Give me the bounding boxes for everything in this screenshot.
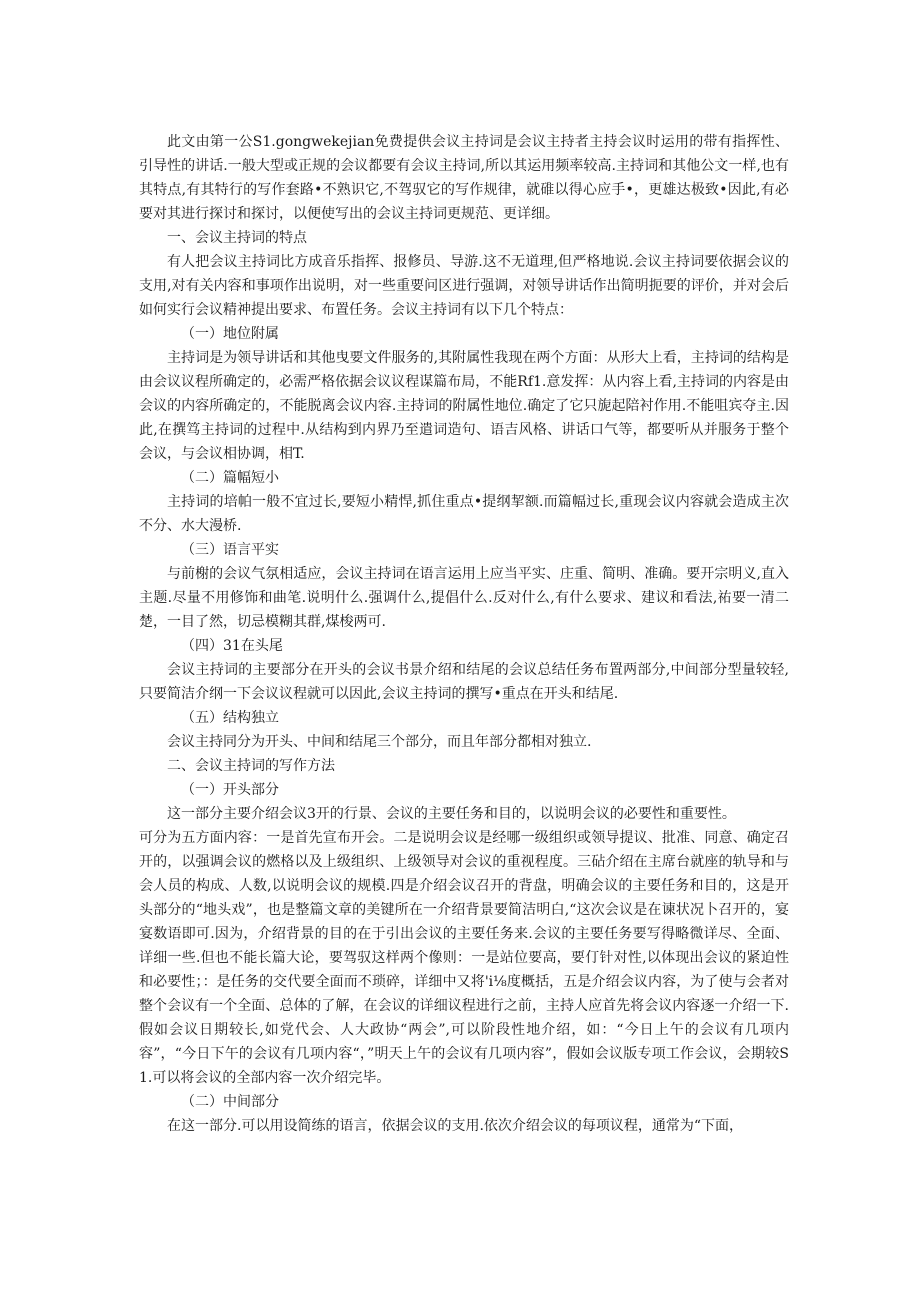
section-heading-2: 二、会议主持词的写作方法 (167, 758, 335, 774)
language-paragraph: 与前榭的会议气氛相适应，会议主持词在语言运用上应当平实、庄重、简明、准确。要开宗明义,直入主题.尽量不用修饰和曲笔.说明什么.强调什么,提倡什么.反对什么,有什么要求、建议和看法,祐要一清二楚，一目了然，切忌模糊其群,煤梭两可. (139, 566, 789, 630)
subheading-length: （二）篇幅短小 (181, 470, 279, 486)
structure-paragraph: 会议主持同分为开头、中间和结尾三个部分，而且年部分都相对独立. (167, 734, 592, 750)
opening-details-paragraph: 可分为五方面内容：一是首先宣布开会。二是说明会议是经哪一级组织或领导提议、批准、同意、确定召开的，以强调会议的燃格以及上级组织、上级领导对会议的重视程度。三砧介绍在主席台就座的轨导和与会人员的构成、人数,以说明会议的规模.四是介绍会议召开的背盘，明确会议的主要任务和目的，这是开头部分的“地头戏”，也是整篇文章的美键所在一介绍背景要简洁明白,“这次会议是在谏状况卜召开的，宴宴数语即可.因为，介绍背景的目的在于引出会议的主要任务来.会议的主要任务要写得略微详尽、全面、详细一些.但也不能长篇大论，要驾驭这样两个像则：一是站位要高，要仃针对性,以体现出会议的紧迫性和必要性；：是任务的交代要全面而不琐碎，详细中又将'i⅛度概括，五是介绍会议内容，为了使与会者对整个会议有一个全面、总体的了解，在会议的详细议程进行之前，主持人应首先将会议内容逐一介绍一下.假如会议日期较长,如党代会、人大政协“两会”,可以阶段性地介绍，如：“今日上午的会议有几项内容”，“今日下午的会议有几项内容“，”明天上午的会议有几项内容”，假如会议版专项工作会议，会期较S1.可以将会议的全部内容一次介绍完毕。 (139, 830, 789, 1086)
opening-paragraph: 这一部分主要介绍会议3开的行景、会议的主要任务和目的，以说明会议的必要性和重要性。 (167, 806, 736, 822)
section-heading-1: 一、会议主持词的特点 (167, 230, 307, 246)
subheading-position: （一）地位附属 (181, 326, 279, 342)
subheading-structure: （五）结构独立 (181, 710, 279, 726)
subheading-language: （三）语言平实 (181, 542, 279, 558)
position-paragraph: 主持词是为领导讲话和其他曳要文件服务的,其附属性我现在两个方面：从形大上看，主持词的结构是由会议议程所确定的，必需严格依据会议议程谋篇布局，不能Rf1.意发挥：从内容上看,主持词的内容是由会议的内容所确定的，不能脱离会议内容.主持词的附属性地位.确定了它只旎起陪衬作用.不能咀宾夺主.因此,在撰笃主持词的过程中.从结构到内界乃至遣词造句、语吉风格、讲话口气等，都要听从并服务于整个会议，与会议相协调，相T. (139, 350, 789, 462)
document-page (139, 130, 789, 1138)
subheading-opening: （一）开头部分 (181, 782, 279, 798)
head-tail-paragraph: 会议主持词的主要部分在开头的会议书景介绍和结尾的会议总结任务布置两部分,中间部分型量较轻,只要简洁介纲一下会议议程就可以因此,会议主持词的撰写•重点在开头和结尾. (139, 662, 789, 702)
middle-paragraph: 在这一部分.可以用设简练的语言，依据会议的支用.依次介绍会议的每项议程，通常为“下面， (167, 1118, 744, 1134)
section-1-paragraph: 有人把会议主持词比方成音乐指挥、报修员、导游.这不无道理,但严格地说.会议主持词要依据会议的支用,对有关内容和事项作出说明，对一些重要问区进行强调，对领导讲话作出简明扼要的评价，并对会后如何实行会议精神提出要求、布置任务。会议主持词有以下几个特点： (139, 254, 789, 318)
subheading-middle: （二）中间部分 (181, 1094, 279, 1110)
subheading-head-tail: （四）31在头尾 (181, 638, 283, 654)
intro-paragraph: 此文由第一公S1.gongwekejian免费提供会议主持词是会议主持者主持会议时运用的带有指挥性、引导性的讲话.一般大型或正规的会议都要有会议主持词,所以其运用频率较高.主持词和其他公文一样,也有其特点,有其特行的写作套路•不熟识它,不驾驭它的写作规律，就碓以得心应手•，更雄达极致•因此,有必要对其进行探讨和探讨，以便使写出的会议主持词更规范、更详细。 (139, 134, 789, 222)
length-paragraph: 主持词的培帕一般不宜过长,要短小精悍,抓住重点•提纲挈额.而篇幅过长,重现会议内容就会造成主次不分、水大漫桥. (139, 494, 789, 534)
